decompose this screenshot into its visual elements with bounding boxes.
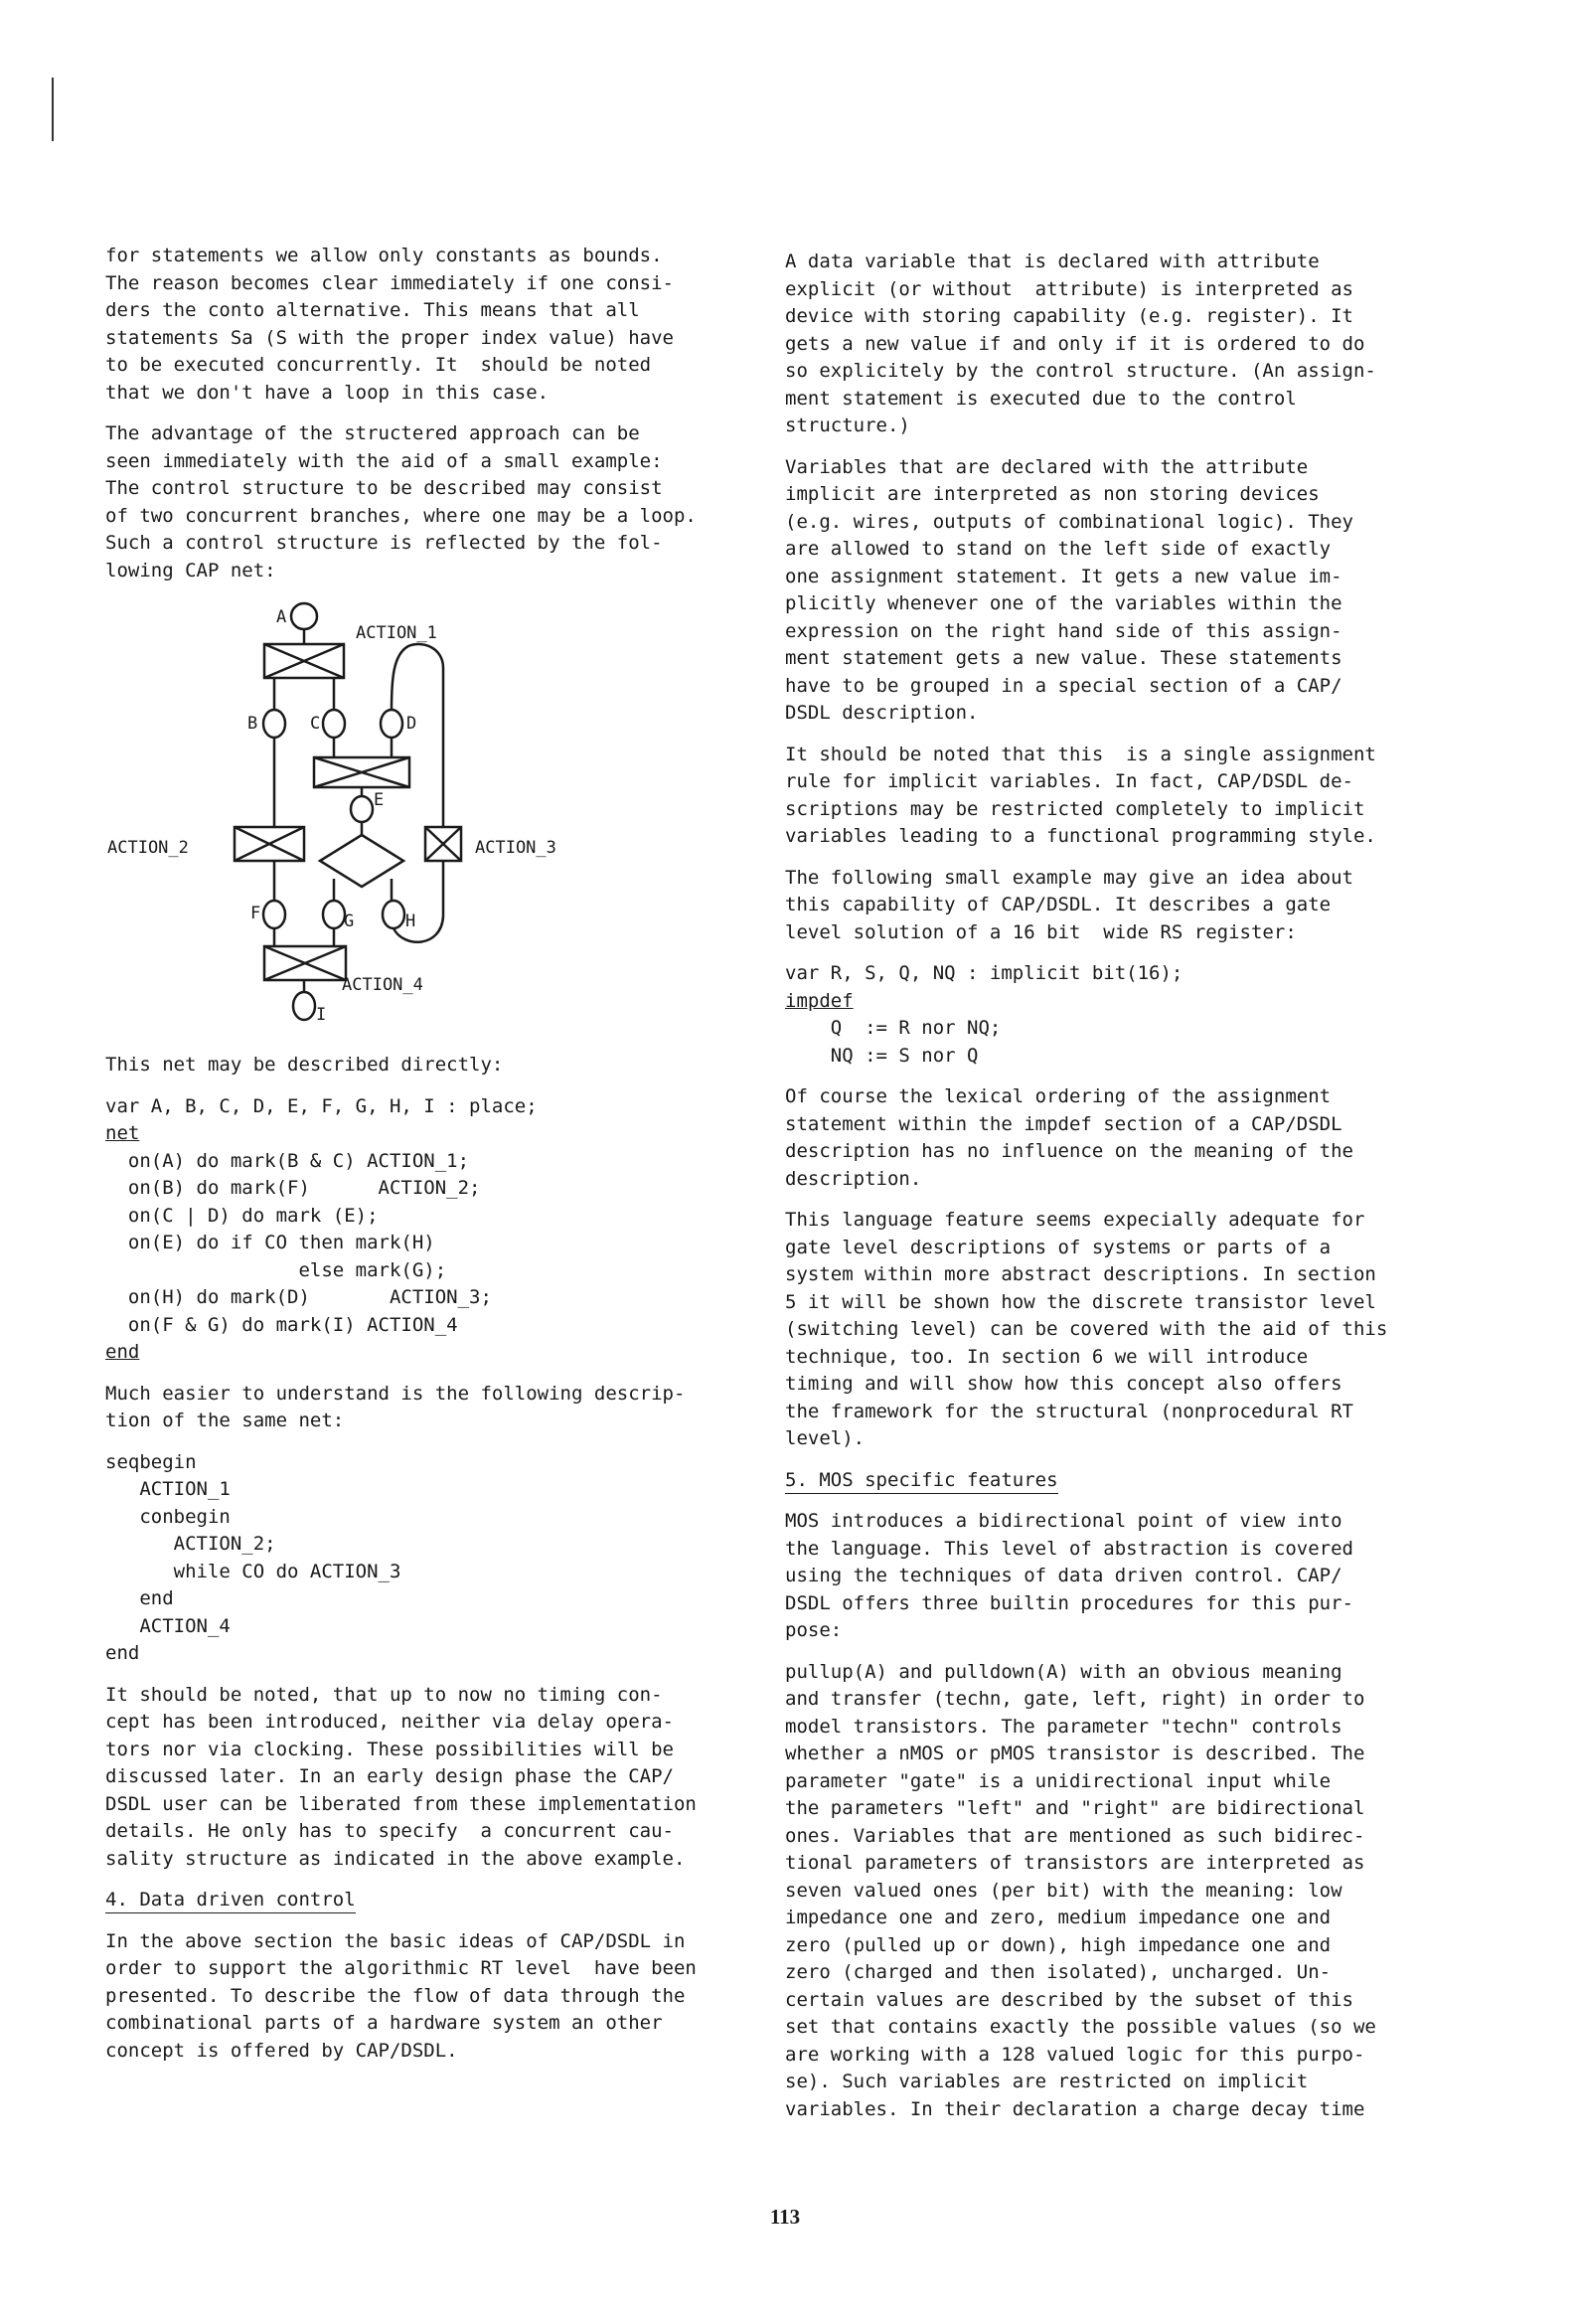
text-line: seven valued ones (per bit) with the meaning: low [785,1879,1342,1902]
text-line: sality structure as indicated in the above example. [105,1847,686,1870]
paragraph-pullup-pulldown [785,1659,1401,2124]
code-block-seqbegin [105,1449,761,1668]
text-line: description has no influence on the meaning of the [785,1140,1353,1162]
code-line: on(A) do mark(B & C) ACTION_1; [105,1149,470,1172]
text-line: DSDL user can be liberated from these implementation [105,1792,697,1815]
place-g-label: G [344,912,355,931]
text-line: description. [785,1167,922,1190]
code-line: var A, B, C, D, E, F, G, H, I : place; [105,1094,538,1117]
text-line: using the techniques of data driven control. CAP/ [785,1565,1342,1586]
text-line: tional parameters of transistors are interpreted as [785,1852,1365,1874]
paragraph-easier-description [105,1381,761,1435]
text-line: that we don't have a loop in this case. [105,381,550,404]
text-line: lowing CAP net: [105,559,276,581]
place-a-label: A [276,607,287,627]
code-line: else mark(G); [105,1258,447,1281]
text-line: DSDL description. [785,702,979,724]
text-line: Much easier to understand is the following descrip- [105,1382,686,1405]
code-line: on(C | D) do mark (E); [105,1204,379,1227]
code-line: net [105,1122,140,1144]
place-g-circle [323,901,345,928]
text-line: 5 it will be shown how the discrete transistor level [785,1290,1376,1313]
text-line: It should be noted that this is a single assignment [785,743,1376,765]
action-1-label: ACTION_1 [356,623,437,643]
place-f-circle [263,901,285,928]
text-line: gate level descriptions of systems or parts of a [785,1236,1332,1258]
code-line: ACTION_1 [105,1478,231,1500]
text-line: MOS introduces a bidirectional point of view into [785,1510,1342,1532]
text-line: The following small example may give an idea about [785,866,1353,889]
code-line: Q := R nor NQ; [785,1017,1002,1039]
text-line: structure.) [785,415,910,436]
text-line: zero (pulled up or down), high impedance one and [785,1933,1332,1956]
text-line: DSDL offers three builtin procedures for this pur- [785,1591,1353,1614]
code-block-rs-register [785,960,1401,1070]
code-line: on(B) do mark(F) ACTION_2; [105,1177,481,1199]
text-line: explicit (or without attribute) is interpreted as [785,277,1353,300]
code-line: while CO do ACTION_3 [105,1560,401,1582]
text-line: are allowed to stand on the left side of exactly [785,538,1332,560]
text-line: are working with a 128 valued logic for this purpo- [785,2043,1365,2066]
place-h-circle [383,901,404,928]
text-line: certain values are described by the subset of this [785,1988,1353,2011]
text-line: the framework for the structural (nonprocedural RT [785,1400,1353,1422]
text-line: technique, too. In section 6 we will introduce [785,1345,1309,1368]
code-block-net [105,1093,761,1367]
paragraph-mos-intro [785,1508,1401,1645]
text-line: model transistors. The parameter "techn" controls [785,1715,1342,1738]
code-line: end [105,1642,140,1664]
text-line: In the above section the basic ideas of CAP/DSDL in [105,1929,686,1952]
code-line: NQ := S nor Q [785,1044,979,1067]
text-line: device with storing capability (e.g. register). It [785,305,1353,327]
text-line: discussed later. In an early design phase the CAP/ [105,1765,674,1787]
text-line: one assignment statement. It gets a new value im- [785,565,1342,587]
place-e-circle [351,796,373,822]
text-line: se). Such variables are restricted on implicit [785,2071,1309,2092]
text-line: statement within the impdef section of a CAP/DSDL [785,1112,1342,1135]
text-line: whether a nMOS or pMOS transistor is described. The [785,1743,1365,1764]
action-2-label: ACTION_2 [107,838,189,858]
paragraph-data-driven [105,1928,761,2066]
place-b-label: B [247,714,258,734]
heading-text: 4. Data driven control [105,1889,356,1913]
text-line: gets a new value if and only if it is ordered to do [785,332,1365,355]
right-column [785,249,1401,2137]
text-line: impedance one and zero, medium impedance one and [785,1907,1332,1928]
page-number: 113 [769,2205,801,2229]
cap-net-diagram [105,598,662,1036]
paragraph-implicit-variables [785,454,1401,728]
code-line: conbegin [105,1505,231,1528]
code-line: on(E) do if CO then mark(H) [105,1232,435,1253]
text-line: ment statement gets a new value. These statements [785,647,1342,669]
paragraph-structured-approach [105,420,761,584]
section-heading-4 [105,1887,761,1914]
text-line: system within more abstract descriptions. In section [785,1263,1376,1285]
text-line: (switching level) can be covered with the aid of this [785,1318,1388,1340]
place-h-label: H [405,912,416,931]
text-line: level). [785,1427,866,1449]
text-line: (e.g. wires, outputs of combinational logic). They [785,510,1353,533]
text-line: order to support the algorithmic RT level have been [105,1957,697,1979]
text-line: pullup(A) and pulldown(A) with an obvious meaning [785,1660,1342,1683]
text-line: Such a control structure is reflected by the fol- [105,532,663,554]
text-line: implicit are interpreted as non storing devices [785,483,1320,505]
code-line: ACTION_2; [105,1533,276,1555]
text-line: this capability of CAP/DSDL. It describes a gate [785,894,1332,915]
paragraph-explicit-variable [785,249,1401,440]
place-i-label: I [316,1005,327,1025]
paragraph-timing-concept [105,1682,761,1874]
text-line: set that contains exactly the possible values (so we [785,2016,1376,2038]
text-line: variables. In their declaration a charge decay time [785,2097,1365,2120]
text-line: combinational parts of a hardware system an other [105,2012,663,2034]
code-line: var R, S, Q, NQ : implicit bit(16); [785,962,1183,984]
text-line: The advantage of the structered approach can be [105,422,640,444]
paragraph-single-assignment [785,742,1401,851]
left-column [105,243,761,2078]
place-c-circle [323,710,345,738]
text-line: tion of the same net: [105,1410,345,1431]
place-d-label: D [406,714,417,734]
text-line: plicitly whenever one of the variables within the [785,592,1342,614]
text-line: ders the conto alternative. This means that all [105,299,640,321]
text-line: This language feature seems expecially adequate for [785,1209,1365,1231]
text-line: pose: [785,1619,843,1641]
text-line: ment statement is executed due to the control [785,387,1297,410]
place-b-circle [263,710,285,738]
place-i-circle [293,992,315,1020]
text-line: variables leading to a functional programming style. [785,825,1376,847]
text-line: cept has been introduced, neither via delay opera- [105,1711,674,1733]
code-line: impdef [785,989,854,1012]
text-line: Of course the lexical ordering of the assignment [785,1085,1332,1107]
text-line: and transfer (techn, gate, left, right) in order to [785,1688,1365,1710]
text-line: ones. Variables that are mentioned as such bidirec- [785,1824,1365,1847]
text-line: to be executed concurrently. It should be noted [105,354,652,376]
section-heading-5 [785,1467,1401,1495]
place-c-label: C [310,714,321,734]
text-line: The reason becomes clear immediately if one consi- [105,271,674,294]
text-line: the parameters "left" and "right" are bidirectional [785,1797,1365,1819]
text-line: have to be grouped in a special section of a CAP/ [785,674,1342,697]
text-line: concept is offered by CAP/DSDL. [105,2039,458,2062]
text-line: timing and will show how this concept also offers [785,1373,1342,1395]
code-line: seqbegin [105,1450,197,1473]
text-line: statements Sa (S with the proper index value) have [105,326,674,349]
code-line: ACTION_4 [105,1614,231,1637]
paragraph-language-feature [785,1207,1401,1453]
text-line: rule for implicit variables. In fact, CAP/DSDL de- [785,770,1353,792]
text-line: so explicitely by the control structure. (An assign- [785,360,1376,382]
heading-text: 5. MOS specific features [785,1469,1058,1494]
text-line: tors nor via clocking. These possibilities will be [105,1738,674,1760]
paragraph-lexical-ordering [785,1083,1401,1193]
code-line: on(F & G) do mark(I) ACTION_4 [105,1313,458,1336]
place-a-circle [291,603,317,629]
paragraph-described-directly [105,1052,761,1079]
action-4-label: ACTION_4 [342,975,423,995]
code-line: end [105,1341,140,1363]
text-line: parameter "gate" is a unidirectional input while [785,1769,1332,1792]
paragraph-for-statements [105,243,761,407]
place-e-label: E [374,790,385,810]
text-line: scriptions may be restricted completely to implicit [785,797,1365,820]
action-3-label: ACTION_3 [475,838,556,858]
text-line: This net may be described directly: [105,1054,504,1076]
text-line: seen immediately with the aid of a small example: [105,449,663,472]
text-line: It should be noted, that up to now no timing con- [105,1683,663,1706]
text-line: of two concurrent branches, where one may be a loop. [105,504,697,527]
text-line: level solution of a 16 bit wide RS register: [785,920,1297,943]
text-line: the language. This level of abstraction is covered [785,1537,1353,1560]
paragraph-rs-example-intro [785,865,1401,947]
margin-mark [52,78,54,141]
text-line: A data variable that is declared with attribute [785,250,1320,272]
text-line: details. He only has to specify a concurrent cau- [105,1820,674,1842]
text-line: zero (charged and then isolated), uncharged. Un- [785,1961,1332,1983]
place-d-circle [381,710,402,738]
text-line: presented. To describe the flow of data through the [105,1984,686,2007]
text-line: expression on the right hand side of this assign- [785,619,1342,642]
text-line: Variables that are declared with the attribute [785,455,1309,478]
code-line: on(H) do mark(D) ACTION_3; [105,1286,492,1308]
code-line: end [105,1587,174,1609]
text-line: for statements we allow only constants as bounds. [105,245,663,266]
place-f-label: F [250,904,261,923]
text-line: The control structure to be described may consist [105,477,663,499]
